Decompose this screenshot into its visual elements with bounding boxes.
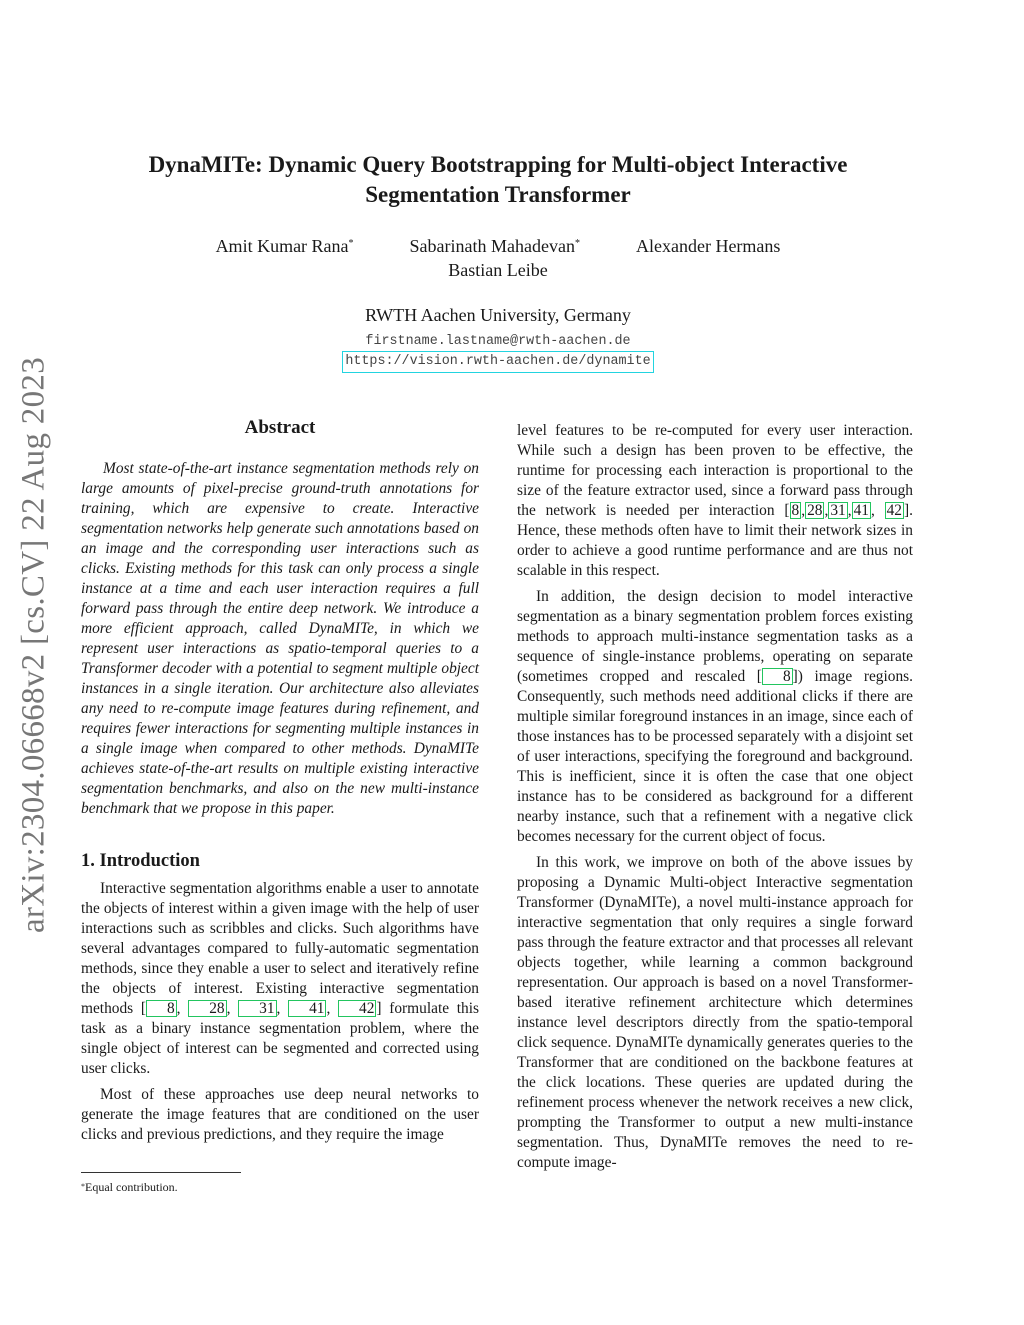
citation-31[interactable]: 31: [830, 502, 846, 519]
intro-paragraph-1: Interactive segmentation algorithms enable a user to annotate the objects of interest within a given image with the help of user interactions such as scribbles and clicks. Such algorithms have several advantages compared to fully-automatic segmentation methods, since they enable a user to select and iteratively refine the objects of interest. Existing interactive segmentation methods [ 8 , 28 , 31 , 41 , 42 ] formulate this task as a binary instance segmentation problem, where the single object of interest can be segmented and corrected using user clicks.: [81, 880, 479, 1077]
right-paragraph-2: In addition, the design decision to model interactive segmentation as a binary segmentation problem forces existing methods to approach multi-instance segmentation tasks as a sequence of single-instance problems, operating on separate (sometimes cropped and rescaled [ 8 ]) image regions. Consequently, such methods need additional clicks if there are multiple similar foreground instances in an image, since each of those instances has to be processed separately with a disjoint set of user interactions, specifying the foreground and background. This is inefficient, since it is often the case that one object instance has to be considered as background for a different nearby instance, such that a refinement with a negative click becomes necessary for the current object of focus.: [517, 588, 913, 845]
author-list: [100, 234, 896, 282]
citation-8[interactable]: 8: [791, 502, 800, 519]
right-column: [517, 421, 913, 1179]
author-2: Sabarinath Mahadevan*: [409, 236, 580, 256]
arxiv-id: arXiv:2304.06668v2 [cs.CV] 22 Aug 2023: [15, 356, 52, 934]
title-line-2: Segmentation Transformer: [365, 182, 631, 207]
abstract-text: Most state-of-the-art instance segmentation methods rely on large amounts of pixel-precise ground-truth annotations for training, which are expensive to create. Interactive segmentation networks help generate such annotations based on an image and the corresponding user interactions such as clicks. Existing methods for this task can only process a single instance at a time and each user interaction requires a full forward pass through the entire deep network. We introduce a more efficient approach, called DynaMITe, in which we represent user interactions as spatio-temporal queries to a Transformer decoder with a potential to segment multiple object instances in a single iteration. Our architecture also alleviates any need to re-compute image features during refinement, and requires fewer interactions for segmenting multiple instances in a single image when compared to other methods. DynaMITe achieves state-of-the-art results on multiple existing interactive segmentation benchmarks, and also on the new multi-instance benchmark that we propose in this paper.: [81, 460, 479, 817]
email-address: firstname.lastname@rwth-aachen.de: [365, 334, 631, 349]
citation-41[interactable]: 41: [288, 1000, 326, 1017]
citation-42[interactable]: 42: [338, 1000, 376, 1017]
intro-paragraph-2: Most of these approaches use deep neural networks to generate the image features that are conditioned on the user clicks and previous predictions, and they require the image: [81, 1086, 479, 1143]
citation-42[interactable]: 42: [886, 502, 902, 519]
right-paragraph-1: level features to be re-computed for every user interaction. While such a design has been proven to be effective, the runtime for processing each interaction is proportional to the size of the feature extractor used, since a forward pass through the network is needed per interaction [ 8 , 28 , 31 , 41 , 42 ]. Hence, these methods often have to limit their network sizes in order to achieve a good runtime performance and are thus not scalable in this respect.: [517, 422, 913, 579]
footnote-rule: [81, 1172, 241, 1173]
right-paragraph-3: In this work, we improve on both of the above issues by proposing a Dynamic Multi-object Interactive segmentation Transformer (DynaMITe), a novel multi-instance approach for interactive segmentation that only requires a single forward pass through the feature extractor and that processes all relevant objects together, while learning a common background representation. Our approach is based on a novel Transformer-based iterative refinement architecture which determines instance level descriptors directly from the spatio-temporal click sequence. DynaMITe dynamically generates queries to the Transformer that are conditioned on the backbone features at the click locations. These queries are updated during the refinement process whenever the network receives a new click, prompting the Transformer to output a new multi-instance segmentation. Thus, DynaMITe removes the need to re-compute image-: [517, 854, 913, 1171]
title-line-1: DynaMITe: Dynamic Query Bootstrapping for Multi-object Interactive: [148, 152, 848, 177]
citation-31[interactable]: 31: [238, 1000, 276, 1017]
abstract-heading: Abstract: [244, 417, 316, 438]
project-url-link[interactable]: https://vision.rwth-aachen.de/dynamite: [342, 351, 653, 373]
footnote-text: Equal contribution.: [85, 1180, 178, 1194]
author-1: Amit Kumar Rana*: [215, 236, 354, 256]
affiliation: RWTH Aachen University, Germany: [365, 305, 631, 325]
citation-8[interactable]: 8: [762, 668, 793, 685]
citation-28[interactable]: 28: [188, 1000, 226, 1017]
introduction-heading: 1. Introduction: [81, 851, 200, 871]
citation-8[interactable]: 8: [146, 1000, 177, 1017]
citation-41[interactable]: 41: [853, 502, 869, 519]
author-4: Bastian Leibe: [448, 260, 548, 280]
left-column: [81, 418, 479, 1151]
paper-title: [100, 150, 896, 210]
footnote: *Equal contribution.: [81, 1172, 479, 1195]
author-3: Alexander Hermans: [635, 236, 781, 256]
citation-28[interactable]: 28: [807, 502, 823, 519]
